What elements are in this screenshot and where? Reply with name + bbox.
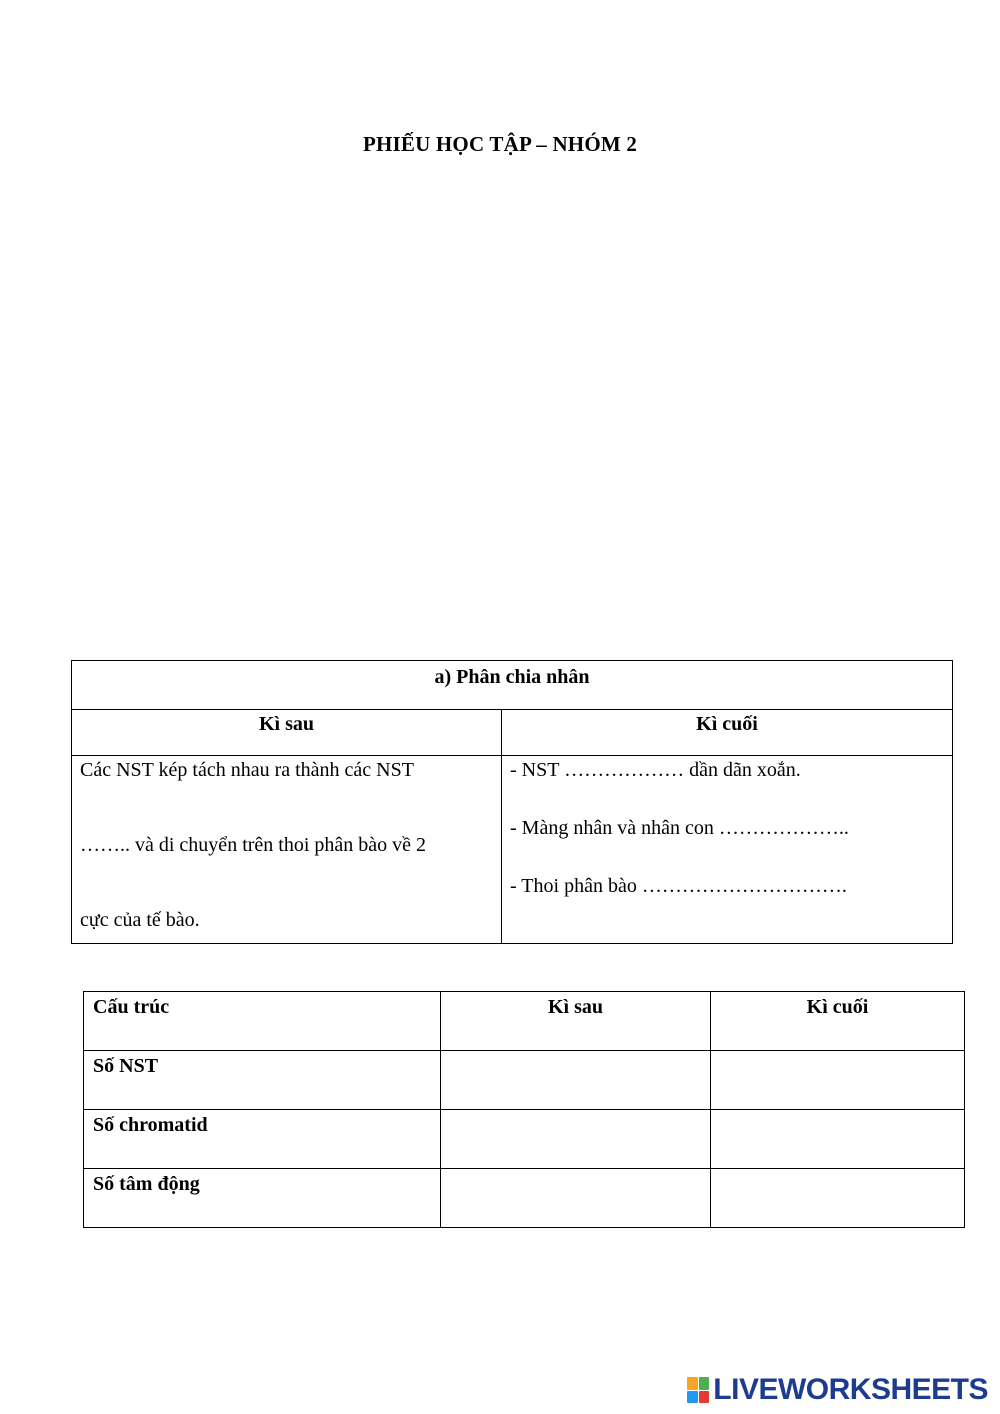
answer-cell-ki-sau[interactable] xyxy=(441,1110,711,1169)
column-header-ki-cuoi: Kì cuối xyxy=(502,710,953,756)
logo-square xyxy=(687,1377,698,1390)
logo-square xyxy=(687,1391,698,1404)
column-header-ki-sau: Kì sau xyxy=(72,710,502,756)
ki-sau-cell xyxy=(72,756,502,944)
answer-cell-ki-cuoi[interactable] xyxy=(711,1110,965,1169)
table-caption: a) Phân chia nhân xyxy=(72,661,953,710)
ki-cuoi-line: - Màng nhân và nhân con ……………….. xyxy=(510,817,849,839)
table-row xyxy=(84,1051,965,1110)
ki-cuoi-line: - NST ……………… dần dãn xoắn. xyxy=(510,759,801,781)
logo-square xyxy=(699,1377,710,1390)
header-ki-cuoi: Kì cuối xyxy=(711,992,965,1051)
answer-cell-ki-cuoi[interactable] xyxy=(711,1051,965,1110)
header-cau-truc: Cấu trúc xyxy=(84,992,441,1051)
liveworksheets-logo xyxy=(687,1374,988,1406)
table-row xyxy=(84,1169,965,1228)
row-label: Số chromatid xyxy=(84,1110,441,1169)
nuclear-division-table xyxy=(71,660,953,944)
row-label: Số tâm động xyxy=(84,1169,441,1228)
answer-cell-ki-sau[interactable] xyxy=(441,1051,711,1110)
page-title: PHIẾU HỌC TẬP – NHÓM 2 xyxy=(362,132,638,156)
row-label: Số NST xyxy=(84,1051,441,1110)
ki-cuoi-line: - Thoi phân bào …………………………. xyxy=(510,875,847,897)
ki-sau-line: …….. và di chuyển trên thoi phân bào về 2 xyxy=(80,834,427,856)
ki-sau-line: cực của tế bào. xyxy=(80,909,200,931)
structure-table xyxy=(83,991,965,1228)
ki-sau-line: Các NST kép tách nhau ra thành các NST xyxy=(80,759,414,781)
table-header-row xyxy=(84,992,965,1051)
liveworksheets-logo-icon xyxy=(687,1377,709,1403)
table-row xyxy=(84,1110,965,1169)
answer-cell-ki-cuoi[interactable] xyxy=(711,1169,965,1228)
ki-cuoi-cell xyxy=(502,756,953,944)
answer-cell-ki-sau[interactable] xyxy=(441,1169,711,1228)
logo-text: LIVEWORKSHEETS xyxy=(713,1373,988,1406)
header-ki-sau: Kì sau xyxy=(441,992,711,1051)
logo-square xyxy=(699,1391,710,1404)
